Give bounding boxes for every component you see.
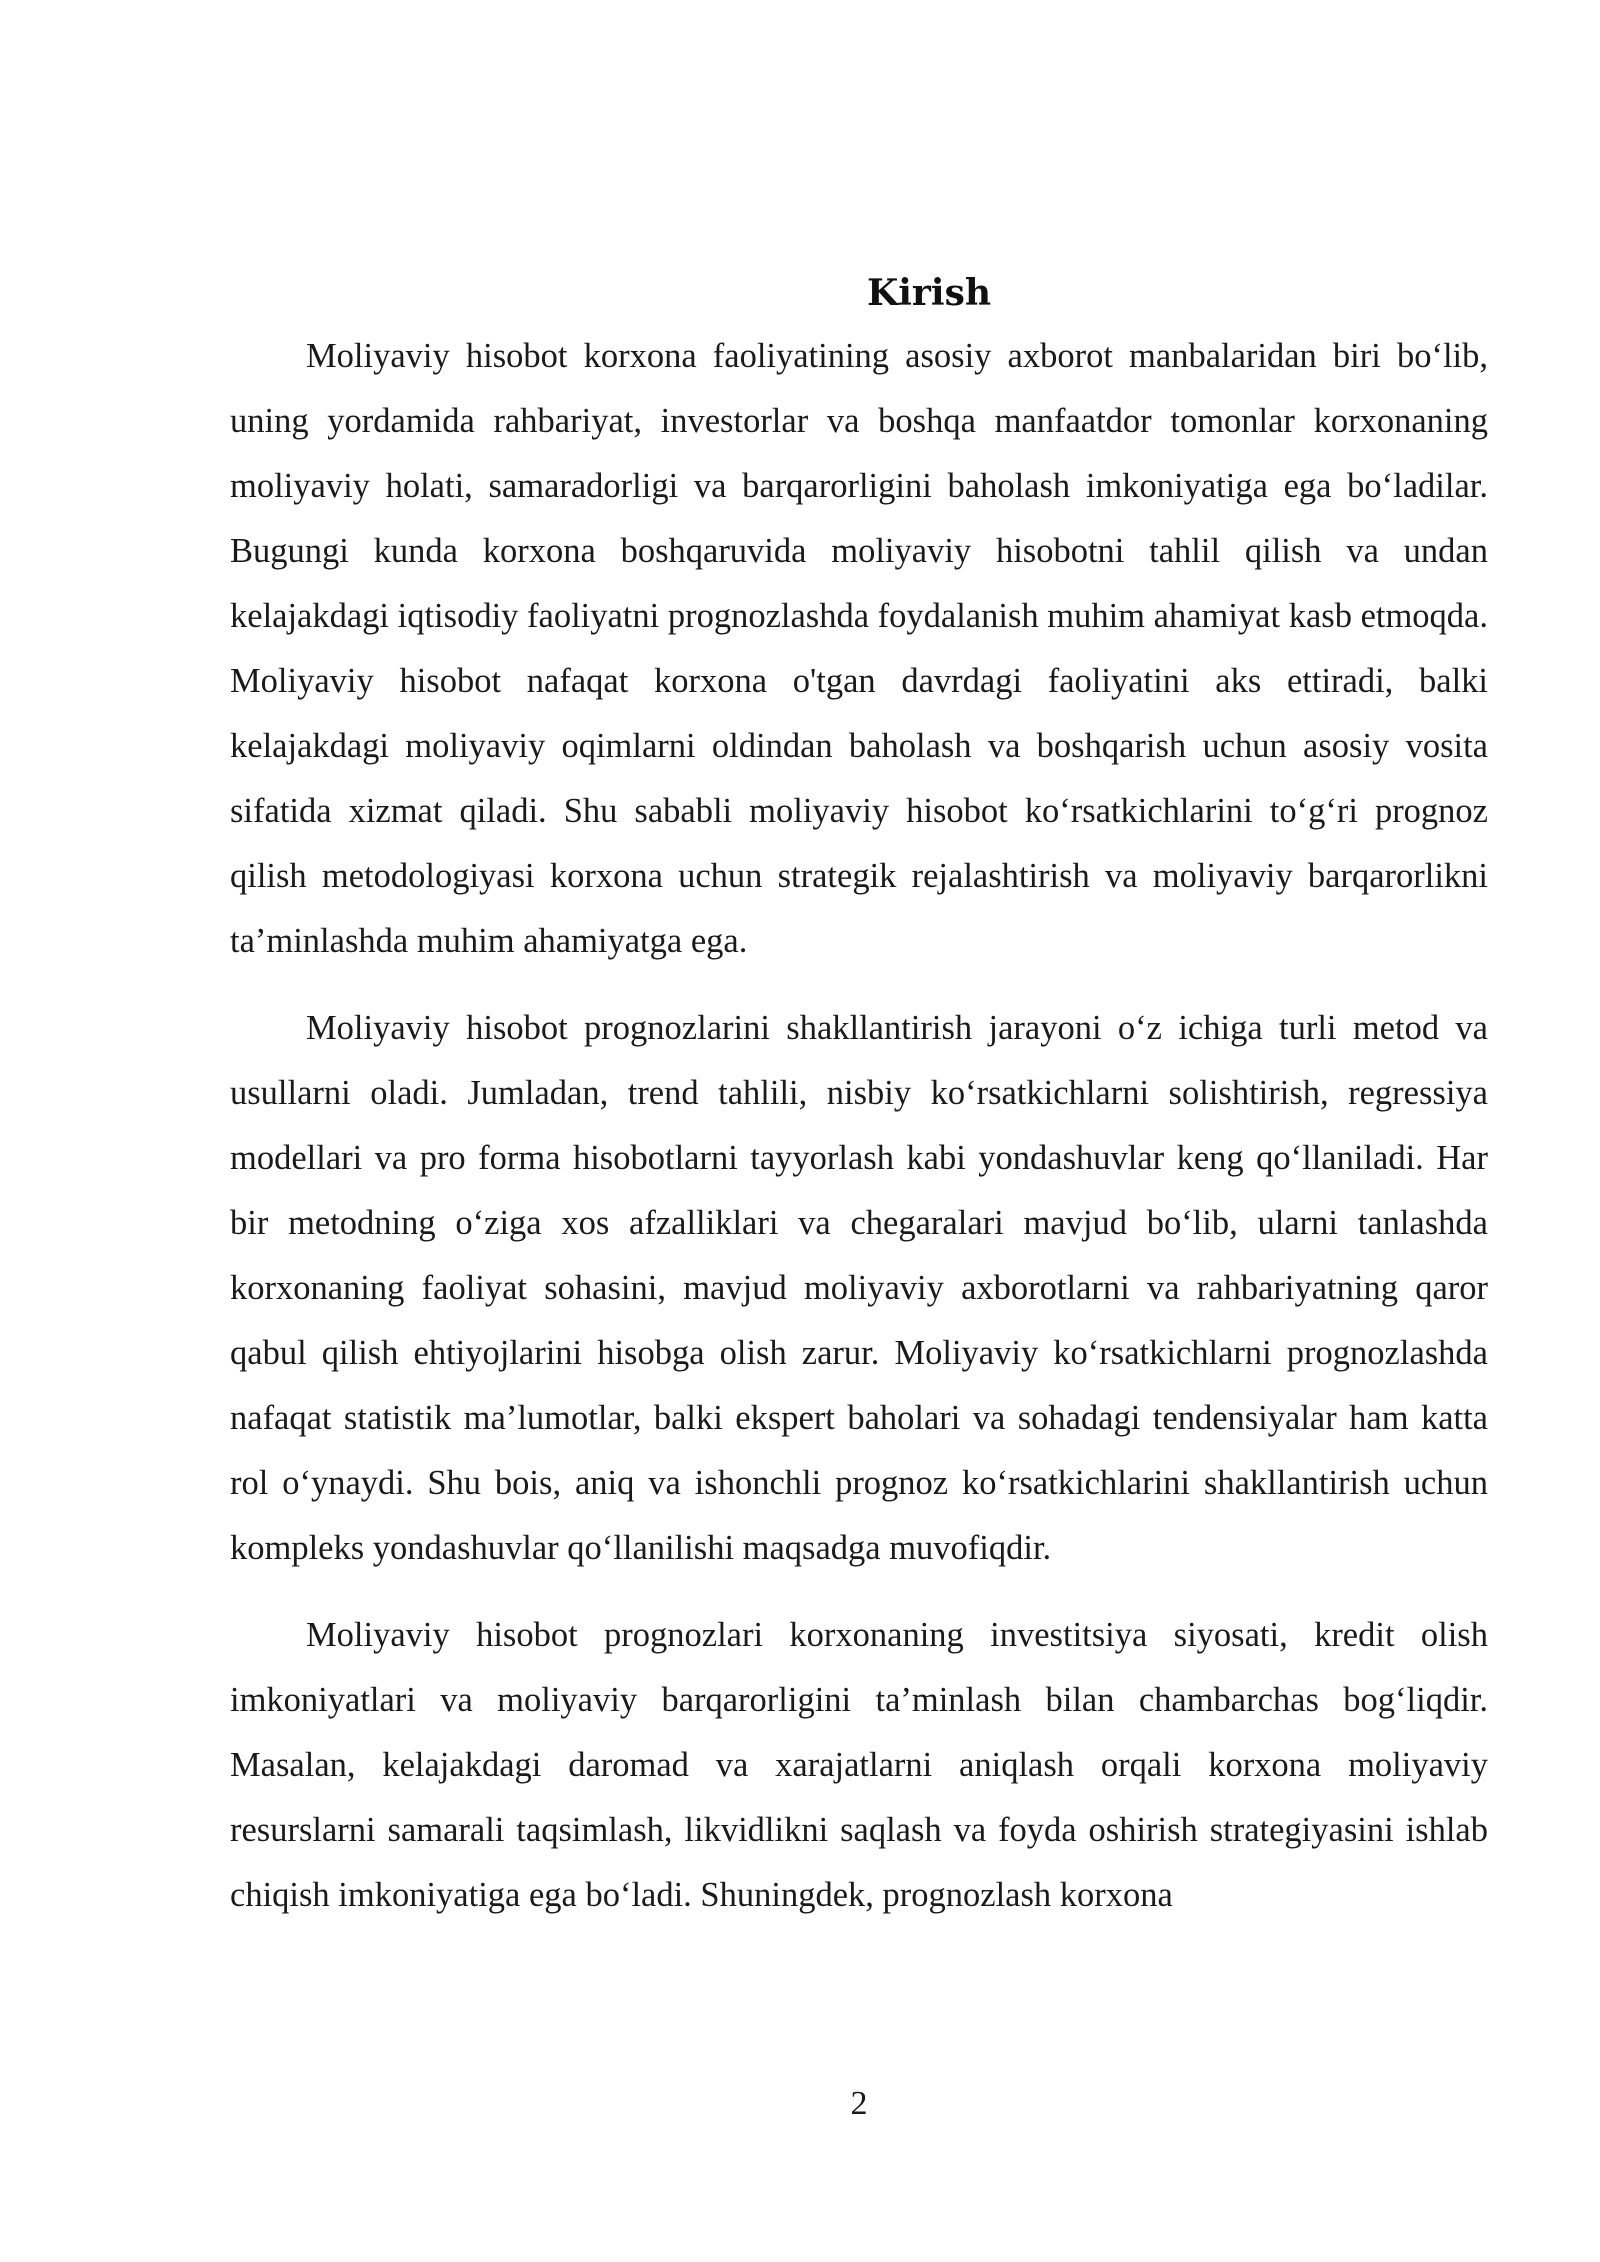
page-number: 2	[850, 2085, 868, 2122]
paragraph-1: Moliyaviy hisobot korxona faoliyatining asosiy axborot manbalaridan biri bo‘lib, uning yordamida rahbariyat, investorlar va boshqa manfaatdor tomonlar korxonaning moliyaviy holati, samaradorligi va barqarorligini baholash imkoniyatiga ega bo‘ladilar. Bugungi kunda korxona boshqaruvida moliyaviy hisobotni tahlil qilish va undan kelajakdagi iqtisodiy faoliyatni prognozlashda foydalanish muhim ahamiyat kasb etmoqda. Moliyaviy hisobot nafaqat korxona o'tgan davrdagi faoliyatini aks ettiradi, balki kelajakdagi moliyaviy oqimlarni oldindan baholash va boshqarish uchun asosiy vosita sifatida xizmat qiladi. Shu sababli moliyaviy hisobot ko‘rsatkichlarini to‘g‘ri prognoz qilish metodologiyasi korxona uchun strategik rejalashtirish va moliyaviy barqarorlikni ta’minlashda muhim ahamiyatga ega.	[230, 337, 1488, 960]
section-heading: Kirish	[866, 272, 992, 314]
paragraph-2: Moliyaviy hisobot prognozlarini shakllantirish jarayoni o‘z ichiga turli metod va usullarni oladi. Jumladan, trend tahlili, nisbiy ko‘rsatkichlarni solishtirish, regressiya modellari va pro forma hisobotlarni tayyorlash kabi yondashuvlar keng qo‘llaniladi. Har bir metodning o‘ziga xos afzalliklari va chegaralari mavjud bo‘lib, ularni tanlashda korxonaning faoliyat sohasini, mavjud moliyaviy axborotlarni va rahbariyatning qaror qabul qilish ehtiyojlarini hisobga olish zarur. Moliyaviy ko‘rsatkichlarni prognozlashda nafaqat statistik ma’lumotlar, balki ekspert baholari va sohadagi tendensiyalar ham katta rol o‘ynaydi. Shu bois, aniq va ishonchli prognoz ko‘rsatkichlarini shakllantirish uchun kompleks yondashuvlar qo‘llanilishi maqsadga muvofiqdir.	[230, 1009, 1488, 1567]
paragraph-3: Moliyaviy hisobot prognozlari korxonaning investitsiya siyosati, kredit olish imkoniyatlari va moliyaviy barqarorligini ta’minlash bilan chambarchas bog‘liqdir. Masalan, kelajakdagi daromad va xarajatlarni aniqlash orqali korxona moliyaviy resurslarni samarali taqsimlash, likvidlikni saqlash va foyda oshirish strategiyasini ishlab chiqish imkoniyatiga ega bo‘ladi. Shuningdek, prognozlash korxona	[230, 1616, 1488, 1914]
page-content	[230, 262, 1488, 1928]
